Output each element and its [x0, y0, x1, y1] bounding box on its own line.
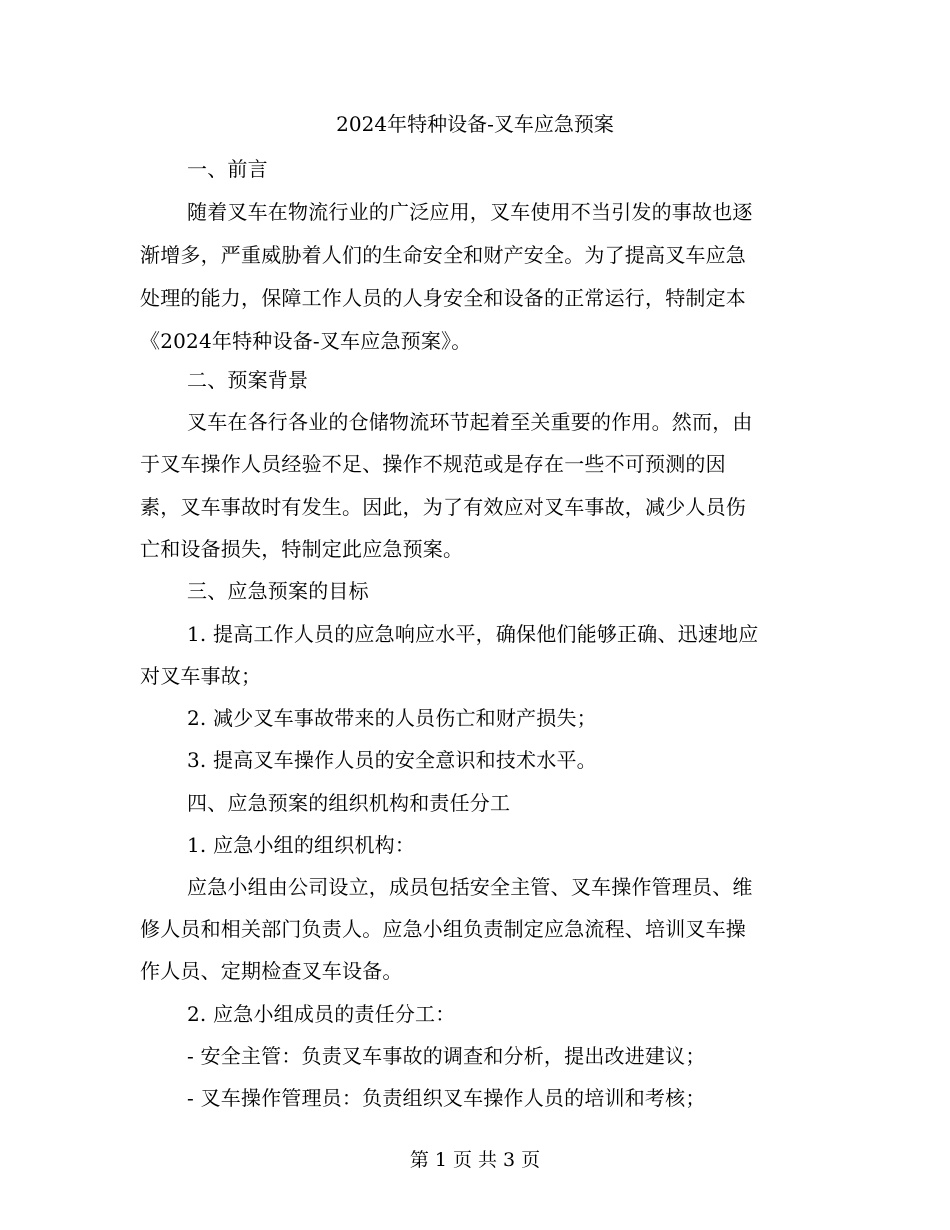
list-item: 2. 应急小组成员的责任分工：: [187, 1002, 456, 1026]
paragraph-line: 于叉车操作人员经验不足、操作不规范或是存在一些不可预测的因: [140, 452, 726, 476]
list-item: - 安全主管：负责叉车事故的调查和分析，提出改进建议；: [187, 1044, 706, 1068]
paragraph-line: 作人员、定期检查叉车设备。: [140, 959, 403, 983]
paragraph-line: 叉车在各行各业的仓储物流环节起着至关重要的作用。然而，由: [187, 410, 753, 434]
paragraph-line: 随着叉车在物流行业的广泛应用，叉车使用不当引发的事故也逐: [187, 200, 753, 224]
paragraph-line: 修人员和相关部门负责人。应急小组负责制定应急流程、培训叉车操: [140, 917, 746, 941]
paragraph-line: 素，叉车事故时有发生。因此，为了有效应对叉车事故，减少人员伤: [140, 495, 746, 519]
heading-preface: 一、前言: [187, 157, 268, 181]
list-item: 2. 减少叉车事故带来的人员伤亡和财产损失；: [187, 706, 597, 730]
paragraph-line: 应急小组由公司设立，成员包括安全主管、叉车操作管理员、维: [187, 875, 753, 899]
paragraph-line: 渐增多，严重威胁着人们的生命安全和财产安全。为了提高叉车应急: [140, 243, 746, 267]
paragraph-line: 处理的能力，保障工作人员的人身安全和设备的正常运行，特制定本: [140, 286, 746, 310]
list-item: - 叉车操作管理员：负责组织叉车操作人员的培训和考核；: [187, 1086, 706, 1110]
list-item: 3. 提高叉车操作人员的安全意识和技术水平。: [187, 748, 597, 772]
page-number-footer: 第 1 页 共 3 页: [409, 1149, 541, 1171]
heading-goals: 三、应急预案的目标: [187, 579, 369, 603]
list-item-continuation: 对叉车事故；: [140, 664, 262, 688]
paragraph-line: 《2024年特种设备-叉车应急预案》。: [140, 329, 472, 353]
heading-background: 二、预案背景: [187, 368, 309, 392]
paragraph-line: 亡和设备损失，特制定此应急预案。: [140, 537, 464, 561]
document-title: 2024年特种设备-叉车应急预案: [336, 112, 614, 136]
list-item: 1. 应急小组的组织机构：: [187, 833, 416, 857]
list-item: 1. 提高工作人员的应急响应水平，确保他们能够正确、迅速地应: [187, 622, 759, 646]
heading-organization: 四、应急预案的组织机构和责任分工: [187, 791, 511, 815]
